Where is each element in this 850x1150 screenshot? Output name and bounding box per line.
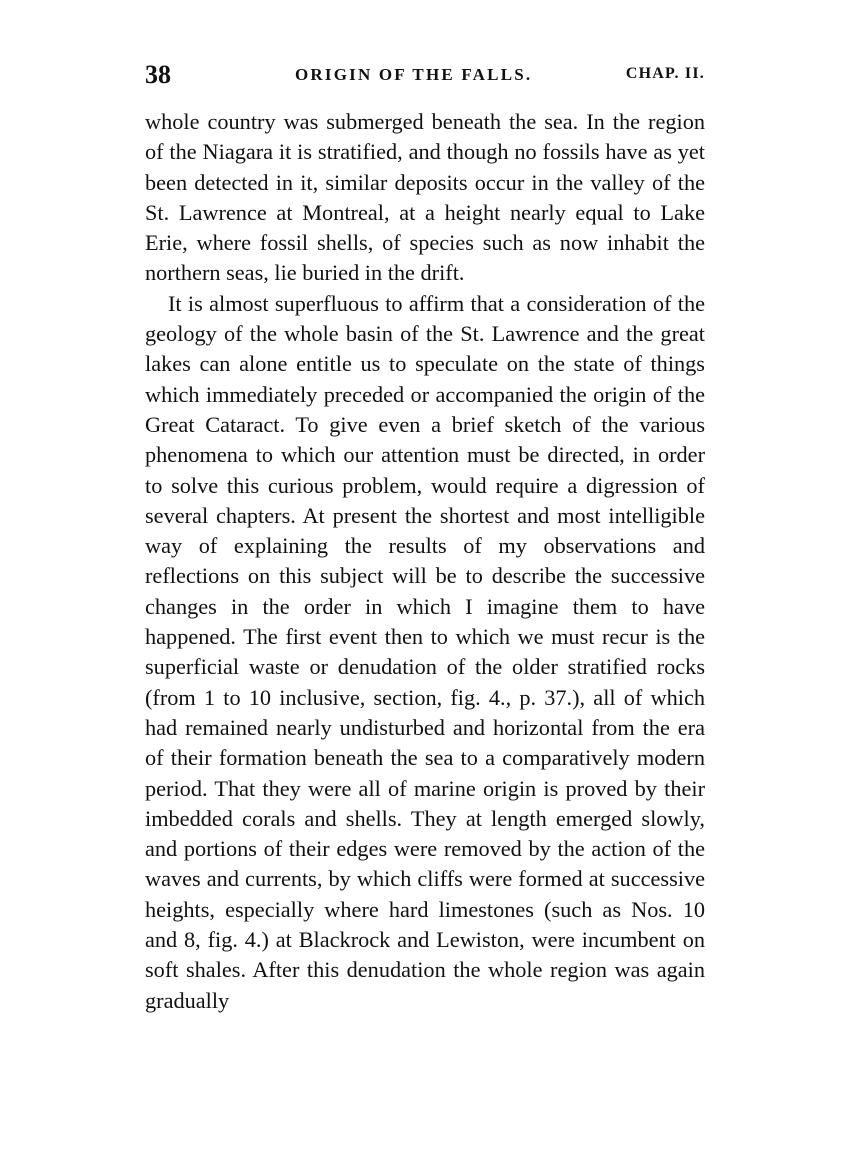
page-number: 38 bbox=[145, 60, 171, 89]
paragraph-continued: whole country was submerged beneath the sea. In the region of the Niagara it is stratified, and though no fossils have as yet been detected in it, similar deposits occur in the valley of the St. Lawrence at Montreal, at a height nearly equal to Lake Erie, where fossil shells, of species such as now inhabit the northern seas, lie buried in the drift. bbox=[145, 109, 705, 286]
running-head bbox=[145, 60, 705, 90]
paragraph-main: It is almost superfluous to affirm that a consideration of the geology of the whole basin of the St. Lawrence and the great lakes can alone entitle us to speculate on the state of things which immediately preceded or accompanied the origin of the Great Cataract. To give even a brief sketch of the various phenomena to which our attention must be directed, in order to solve this curious problem, would require a digression of several chapters. At present the shortest and most intelligible way of explaining the results of my observations and reflections on this subject will be to describe the successive changes in the order in which I imagine them to have happened. The first event then to which we must recur is the superficial waste or denudation of the older stratified rocks (from 1 to 10 inclusive, section, fig. 4., p. 37.), all of which had remained nearly undisturbed and horizontal from the era of their formation beneath the sea to a comparatively modern period. That they were all of marine origin is proved by their imbedded corals and shells. They at length emerged slowly, and portions of their edges were removed by the action of the waves and currents, by which cliffs were formed at successive heights, especially where hard limestones (such as Nos. 10 and 8, fig. 4.) at Blackrock and Lewiston, were incumbent on soft shales. After this denudation the whole region was again gradually bbox=[145, 290, 705, 1013]
running-title: ORIGIN OF THE FALLS. bbox=[295, 65, 533, 84]
chapter-label: CHAP. II. bbox=[625, 65, 705, 82]
body-text bbox=[145, 107, 705, 1016]
